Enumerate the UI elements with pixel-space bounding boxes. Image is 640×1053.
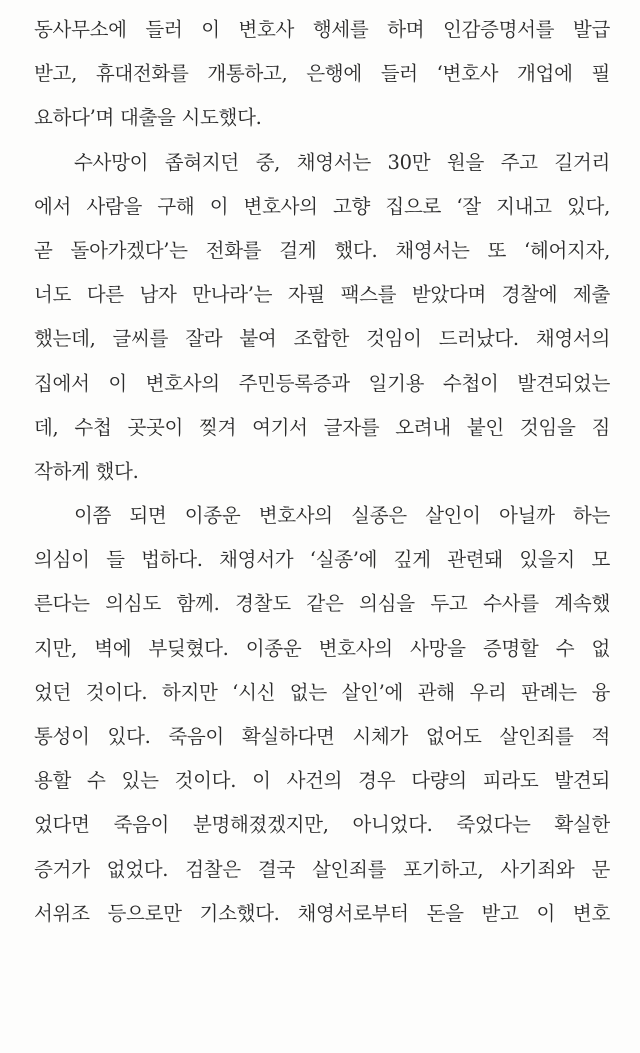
text-line: 의심이 들 법하다. 채영서가 ‘실종’에 깊게 관련돼 있을지 모 bbox=[34, 548, 610, 572]
text-line: 었던 것이다. 하지만 ‘시신 없는 살인’에 관해 우리 판례는 융 bbox=[34, 680, 610, 704]
text-line: 곧 돌아가겠다’는 전화를 걸게 했다. 채영서는 또 ‘헤어지자, bbox=[34, 238, 610, 262]
paragraph-1 bbox=[34, 8, 610, 141]
paragraph-2 bbox=[34, 141, 610, 495]
text-line: 했는데, 글씨를 잘라 붙여 조합한 것임이 드러났다. 채영서의 bbox=[34, 327, 610, 351]
text-line: 었다면 죽음이 분명해졌겠지만, 아니었다. 죽었다는 확실한 bbox=[34, 813, 610, 837]
text-line: 통성이 있다. 죽음이 확실하다면 시체가 없어도 살인죄를 적 bbox=[34, 725, 610, 748]
text-line: 서위조 등으로만 기소했다. 채영서로부터 돈을 받고 이 변호 bbox=[34, 901, 610, 925]
text-line: 증거가 없었다. 검찰은 결국 살인죄를 포기하고, 사기죄와 문 bbox=[34, 857, 610, 881]
text-line: 이쯤 되면 이종운 변호사의 실종은 살인이 아닐까 하는 bbox=[74, 504, 610, 528]
paragraph-3 bbox=[34, 494, 610, 936]
text-line: 동사무소에 들러 이 변호사 행세를 하며 인감증명서를 발급 bbox=[34, 18, 610, 41]
text-line: 른다는 의심도 함께. 경찰도 같은 의심을 두고 수사를 계속했 bbox=[34, 592, 610, 616]
text-line: 에서 사람을 구해 이 변호사의 고향 집으로 ‘잘 지내고 있다, bbox=[34, 194, 610, 218]
text-line: 용할 수 있는 것이다. 이 사건의 경우 다량의 피라도 발견되 bbox=[34, 769, 610, 793]
text-line: 집에서 이 변호사의 주민등록증과 일기용 수첩이 발견되었는 bbox=[34, 371, 610, 395]
text-line: 수사망이 좁혀지던 중, 채영서는 30만 원을 주고 길거리 bbox=[74, 150, 610, 174]
text-line: 작하게 했다. bbox=[34, 459, 139, 483]
text-line: 지만, 벽에 부딪혔다. 이종운 변호사의 사망을 증명할 수 없 bbox=[34, 636, 610, 660]
text-line: 너도 다른 남자 만나라’는 자필 팩스를 받았다며 경찰에 제출 bbox=[34, 283, 610, 307]
text-line: 요하다’며 대출을 시도했다. bbox=[34, 106, 262, 130]
text-line: 데, 수첩 곳곳이 찢겨 여기서 글자를 오려내 붙인 것임을 짐 bbox=[34, 415, 610, 439]
text-line: 받고, 휴대전화를 개통하고, 은행에 들러 ‘변호사 개업에 필 bbox=[34, 62, 610, 86]
